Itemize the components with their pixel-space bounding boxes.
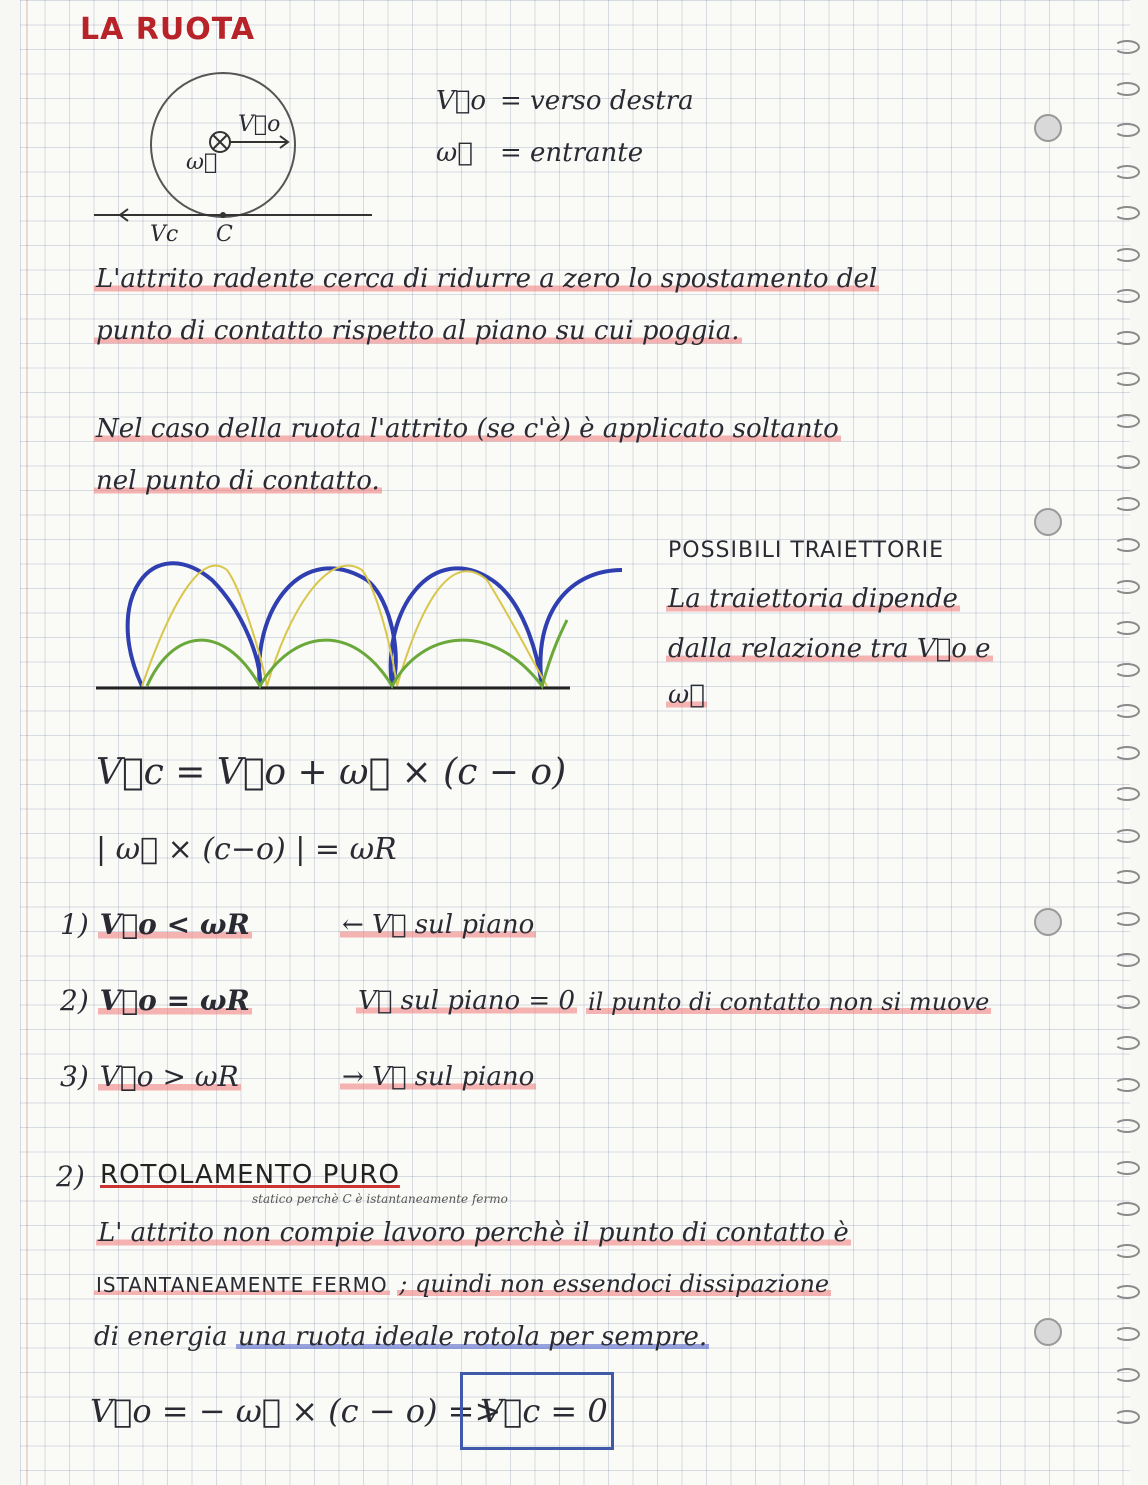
- para2-line1: Nel caso della ruota l'attrito (se c'è) è applicato soltanto: [96, 414, 839, 444]
- contact-c-label: C: [216, 222, 233, 247]
- binder-ring: [1114, 995, 1140, 1009]
- binder-ring: [1114, 663, 1140, 677]
- binder-ring: [1114, 82, 1140, 96]
- binder-ring: [1114, 580, 1140, 594]
- binder-ring: [1114, 621, 1140, 635]
- binder-ring: [1114, 123, 1140, 137]
- case1: 1) V⃗o < ωR: [60, 908, 250, 941]
- binder-ring: [1114, 704, 1140, 718]
- equation-omega-r: | ω⃗ × (c−o) | = ωR: [96, 832, 397, 867]
- binder-ring: [1114, 497, 1140, 511]
- traj-heading: POSSIBILI TRAIETTORIE: [668, 538, 945, 563]
- boxed-result-text: V⃗c = 0: [480, 1392, 608, 1430]
- binder-ring: [1114, 1161, 1140, 1175]
- binder-ring: [1114, 912, 1140, 926]
- vc-label: Vc: [150, 222, 179, 247]
- binder-ring: [1114, 1244, 1140, 1258]
- case1-result: ← V⃗ sul piano: [342, 910, 535, 940]
- binder-ring: [1114, 455, 1140, 469]
- binder-ring: [1114, 414, 1140, 428]
- section2-annotation: statico perchè C è istantaneamente fermo: [252, 1192, 508, 1206]
- contact-point: [220, 212, 226, 218]
- para1-line2: punto di contatto rispetto al piano su cui poggia.: [96, 316, 740, 346]
- def-v0-symbol: V⃗o: [436, 86, 487, 116]
- binder-ring: [1114, 1119, 1140, 1133]
- section2-line1: L' attrito non compie lavoro perchè il punto di contatto è: [98, 1218, 849, 1248]
- binder-ring: [1114, 1285, 1140, 1299]
- binder-ring: [1114, 746, 1140, 760]
- binder-ring: [1114, 1078, 1140, 1092]
- binder-ring: [1114, 538, 1140, 552]
- binder-ring: [1114, 1202, 1140, 1216]
- binder-ring: [1114, 165, 1140, 179]
- case3-result: → V⃗ sul piano: [342, 1062, 535, 1092]
- case2-note: il punto di contatto non si muove: [588, 988, 990, 1016]
- equation-vc: V⃗c = V⃗o + ω⃗ × (c − o): [96, 752, 567, 793]
- omega-label: ω⃗: [186, 150, 218, 175]
- trajectory-yellow: [142, 566, 547, 686]
- para1-line1: L'attrito radente cerca di ridurre a zero lo spostamento del: [96, 264, 878, 294]
- binder-ring: [1114, 829, 1140, 843]
- v0-label: V⃗o: [238, 112, 281, 137]
- binder-ring: [1114, 372, 1140, 386]
- def-omega-symbol: ω⃗: [436, 138, 473, 168]
- binder-ring: [1114, 289, 1140, 303]
- section2-line2: ISTANTANEAMENTE FERMO ; quindi non essendoci dissipazione: [96, 1270, 830, 1298]
- case2-result: V⃗ sul piano = 0: [358, 986, 576, 1016]
- punch-hole: [1034, 1318, 1062, 1346]
- binder-ring: [1114, 1410, 1140, 1424]
- page-title: LA RUOTA: [80, 12, 256, 47]
- traj-line1: La traiettoria dipende: [668, 584, 958, 614]
- para2-line2: nel punto di contatto.: [96, 466, 380, 496]
- punch-hole: [1034, 908, 1062, 936]
- punch-hole: [1034, 508, 1062, 536]
- binder-ring: [1114, 787, 1140, 801]
- case2: 2) V⃗o = ωR: [60, 984, 250, 1017]
- traj-line2: dalla relazione tra V⃗o e: [668, 634, 991, 664]
- trajectories-diagram: [92, 540, 632, 700]
- binder-ring: [1114, 206, 1140, 220]
- def-v0-text: = verso destra: [500, 86, 694, 116]
- binder-ring: [1114, 1327, 1140, 1341]
- binder-ring: [1114, 1036, 1140, 1050]
- binder-ring: [1114, 331, 1140, 345]
- punch-hole: [1034, 114, 1062, 142]
- trajectory-green: [147, 620, 567, 686]
- binder-ring: [1114, 248, 1140, 262]
- section2-num: 2): [56, 1160, 85, 1193]
- binder-ring: [1114, 1368, 1140, 1382]
- final-equation: V⃗o = − ω⃗ × (c − o) =>: [90, 1392, 502, 1430]
- section2-line3: di energia una ruota ideale rotola per sempre.: [94, 1322, 708, 1352]
- binder-ring: [1114, 870, 1140, 884]
- binder-ring: [1114, 953, 1140, 967]
- def-omega-text: = entrante: [500, 138, 644, 168]
- section2-title: ROTOLAMENTO PURO: [100, 1160, 400, 1190]
- binder-ring: [1114, 40, 1140, 54]
- traj-line3: ω⃗: [668, 680, 705, 710]
- case3: 3) V⃗o > ωR: [60, 1060, 239, 1093]
- margin-line: [26, 0, 28, 1485]
